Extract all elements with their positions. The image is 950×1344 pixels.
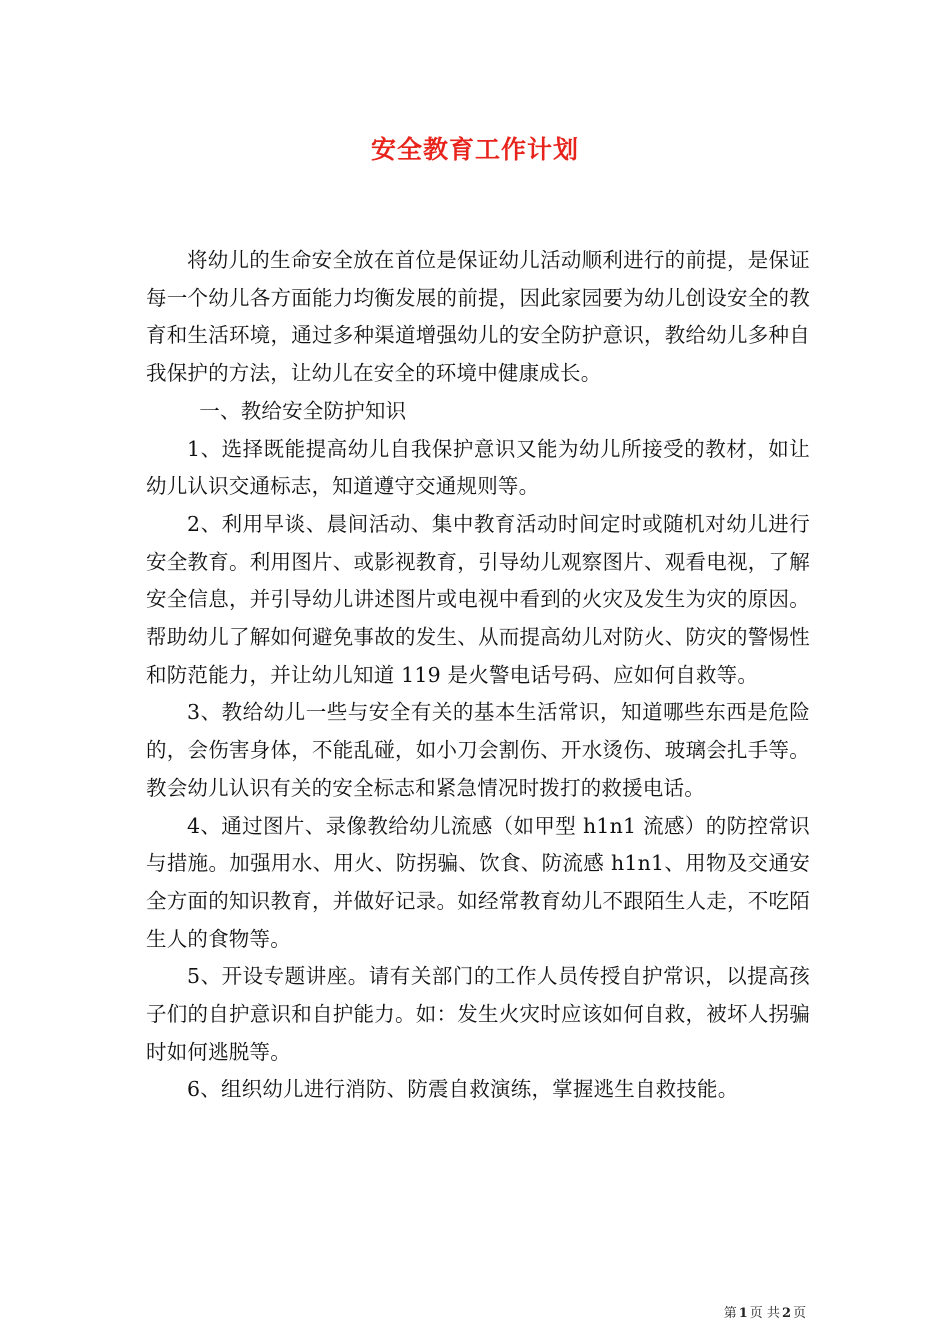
document-body bbox=[146, 242, 810, 1109]
footer-total-pages: 2 bbox=[781, 1306, 791, 1321]
list-item-3: 3、教给幼儿一些与安全有关的基本生活常识，知道哪些东西是危险的，会伤害身体，不能乱碰，如小刀会割伤、开水烫伤、玻璃会扎手等。教会幼儿认识有关的安全标志和紧急情况时拨打的救援电话。 bbox=[146, 700, 810, 800]
section-heading: 一、教给安全防护知识 bbox=[199, 398, 407, 423]
list-item-1: 1、选择既能提高幼儿自我保护意识又能为幼儿所接受的教材，如让幼儿认识交通标志，知道遵守交通规则等。 bbox=[146, 436, 810, 499]
footer-prefix: 第 bbox=[723, 1306, 737, 1321]
page-footer bbox=[724, 1302, 806, 1321]
footer-middle: 页 共 bbox=[749, 1306, 780, 1321]
document-title: 安全教育工作计划 bbox=[370, 135, 579, 164]
list-item-2: 2、利用早谈、晨间活动、集中教育活动时间定时或随机对幼儿进行安全教育。利用图片、或影视教育，引导幼儿观察图片、观看电视，了解安全信息，并引导幼儿讲述图片或电视中看到的火灾及发生为灾的原因。帮助幼儿了解如何避免事故的发生、从而提高幼儿对防火、防灾的警惕性和防范能力，并让幼儿知道 119 是火警电话号码、应如何自救等。 bbox=[146, 511, 810, 687]
list-item-6: 6、组织幼儿进行消防、防震自救演练，掌握逃生自救技能。 bbox=[187, 1077, 739, 1102]
footer-current-page: 1 bbox=[738, 1306, 748, 1321]
intro-paragraph: 将幼儿的生命安全放在首位是保证幼儿活动顺利进行的前提，是保证每一个幼儿各方面能力均衡发展的前提，因此家园要为幼儿创设安全的教育和生活环境，通过多种渠道增强幼儿的安全防护意识，教给幼儿多种自我保护的方法，让幼儿在安全的环境中健康成长。 bbox=[146, 248, 810, 386]
list-item-5: 5、开设专题讲座。请有关部门的工作人员传授自护常识，以提高孩子们的自护意识和自护能力。如：发生火灾时应该如何自救，被坏人拐骗时如何逃脱等。 bbox=[146, 964, 810, 1064]
footer-suffix: 页 bbox=[792, 1306, 806, 1321]
list-item-4: 4、通过图片、录像教给幼儿流感（如甲型 h1n1 流感）的防控常识与措施。加强用水、用火、防拐骗、饮食、防流感 h1n1、用物及交通安全方面的知识教育，并做好记录。如经常教育幼儿不跟陌生人走，不吃陌生人的食物等。 bbox=[146, 813, 810, 951]
